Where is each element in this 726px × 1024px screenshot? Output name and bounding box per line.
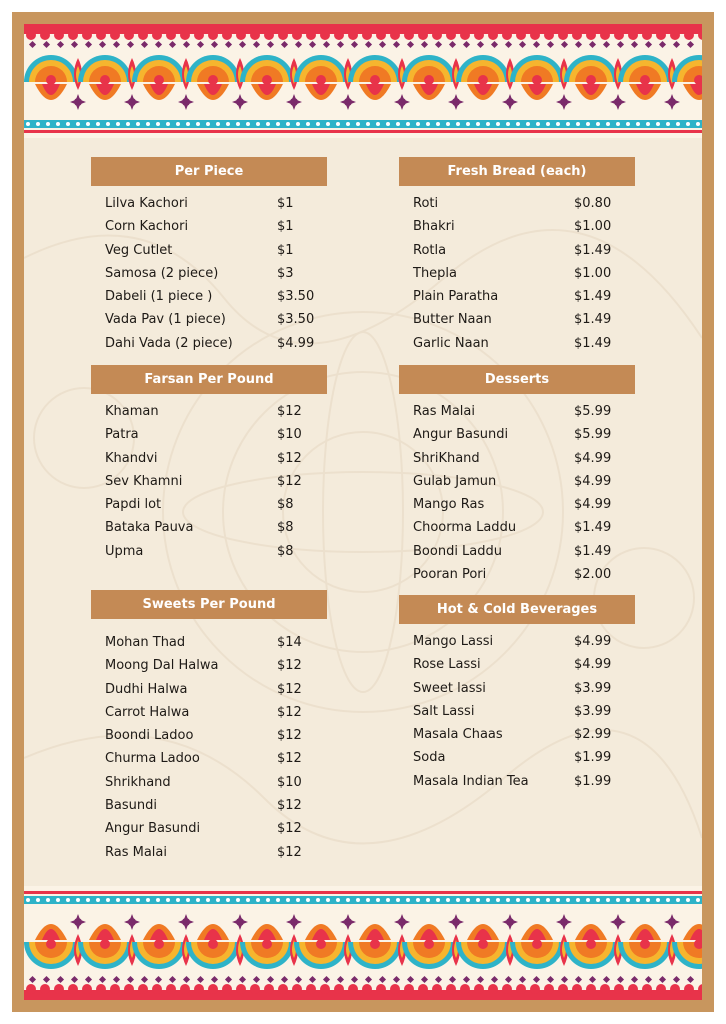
item-name: Roti (413, 196, 439, 211)
menu-paper (24, 24, 702, 1000)
menu-item (91, 427, 327, 450)
menu-item (399, 451, 635, 474)
item-price: $3.99 (574, 703, 612, 719)
item-name: Ras Malai (413, 404, 475, 419)
menu-item (399, 497, 635, 520)
menu-item (91, 336, 327, 359)
menu-item (91, 705, 327, 728)
item-name: Vada Pav (1 piece) (105, 312, 226, 328)
menu-item (399, 544, 635, 567)
section-title: Fresh Bread (each) (399, 157, 635, 186)
item-name: Boondi Ladoo (105, 728, 194, 744)
item-price: $1.49 (574, 242, 612, 258)
menu-item (91, 798, 327, 821)
item-name: Rotla (413, 242, 447, 258)
item-price: $3.50 (277, 289, 315, 305)
item-name: Gulab Jamun (413, 473, 497, 489)
item-price: $1.00 (574, 219, 612, 235)
item-name: Choorma Laddu (413, 520, 517, 536)
item-name: Upma (105, 543, 144, 559)
item-price: $5.99 (574, 427, 612, 443)
item-name: Khandvi (105, 450, 158, 466)
item-name: Boondi Laddu (413, 543, 503, 559)
item-price: $10 (277, 427, 302, 443)
item-price: $4.99 (574, 473, 612, 489)
menu-item (399, 243, 635, 266)
section-fresh-bread (399, 157, 635, 359)
item-price: $1.49 (574, 289, 612, 305)
item-name: Dahi Vada (2 piece) (105, 335, 233, 351)
item-price: $2.99 (574, 727, 612, 743)
menu-item (91, 635, 327, 658)
item-name: Sev Khamni (105, 473, 183, 489)
item-name: Papdi lot (105, 497, 162, 513)
menu-item (399, 634, 635, 657)
item-price: $12 (277, 450, 302, 466)
item-price: $4.99 (574, 497, 612, 513)
item-name: Rose Lassi (413, 657, 481, 673)
item-price: $12 (277, 473, 302, 489)
item-price: $4.99 (574, 657, 612, 673)
item-price: $12 (277, 404, 302, 419)
item-price: $12 (277, 704, 302, 720)
menu-item (91, 451, 327, 474)
item-name: Lilva Kachori (105, 196, 188, 211)
item-price: $8 (277, 497, 294, 513)
item-price: $1.99 (574, 750, 612, 766)
menu-item (91, 289, 327, 312)
item-price: $5.99 (574, 404, 612, 419)
section-title: Hot & Cold Beverages (399, 595, 635, 624)
item-name: Dabeli (1 piece ) (105, 289, 213, 305)
item-name: Angur Basundi (105, 821, 201, 837)
menu-item (91, 520, 327, 543)
item-name: Carrot Halwa (105, 704, 190, 720)
item-name: Basundi (105, 798, 157, 814)
item-name: Khaman (105, 404, 159, 419)
menu-item (91, 266, 327, 289)
item-name: Garlic Naan (413, 335, 489, 351)
item-name: Moong Dal Halwa (105, 658, 219, 674)
item-price: $8 (277, 520, 294, 536)
item-name: Ras Malai (105, 844, 167, 860)
item-price: $4.99 (574, 634, 612, 649)
menu-item (91, 845, 327, 868)
menu-item (399, 196, 635, 219)
item-price: $3 (277, 265, 294, 281)
section-per-piece (91, 157, 327, 359)
menu-item (91, 196, 327, 219)
menu-item (91, 821, 327, 844)
section-desserts (399, 365, 635, 590)
menu-item (399, 704, 635, 727)
item-price: $1 (277, 196, 294, 211)
menu-item (91, 658, 327, 681)
item-price: $12 (277, 844, 302, 860)
item-name: Angur Basundi (413, 427, 509, 443)
item-name: Shrikhand (105, 774, 171, 790)
menu-item (399, 312, 635, 335)
menu-item (399, 520, 635, 543)
menu-item (399, 774, 635, 797)
menu-item (399, 336, 635, 359)
item-price: $10 (277, 774, 302, 790)
item-name: Bataka Pauva (105, 520, 194, 536)
item-name: Mohan Thad (105, 635, 186, 650)
item-price: $8 (277, 543, 294, 559)
section-title: Per Piece (91, 157, 327, 186)
item-price: $12 (277, 728, 302, 744)
menu-item (399, 727, 635, 750)
item-name: ShriKhand (413, 450, 480, 466)
item-name: Bhakri (413, 219, 455, 235)
item-price: $2.00 (574, 567, 612, 583)
menu-item (91, 751, 327, 774)
item-price: $1 (277, 242, 294, 258)
item-price: $1.49 (574, 335, 612, 351)
menu-item (91, 775, 327, 798)
menu-item (399, 266, 635, 289)
item-price: $14 (277, 635, 302, 650)
bottom-decorative-border (24, 886, 702, 1000)
menu-item (399, 427, 635, 450)
section-beverages (399, 595, 635, 797)
menu-item (91, 682, 327, 705)
item-price: $1.99 (574, 773, 612, 789)
item-name: Pooran Pori (413, 567, 487, 583)
item-name: Veg Cutlet (105, 242, 173, 258)
item-name: Thepla (413, 265, 458, 281)
item-name: Soda (413, 750, 446, 766)
menu-item (399, 474, 635, 497)
menu-item (91, 312, 327, 335)
menu-item (399, 404, 635, 427)
item-price: $12 (277, 751, 302, 767)
item-name: Churma Ladoo (105, 751, 200, 767)
menu-item (399, 219, 635, 242)
menu-item (399, 289, 635, 312)
item-price: $1 (277, 219, 294, 235)
menu-item (91, 219, 327, 242)
menu-item (399, 681, 635, 704)
item-name: Mango Lassi (413, 634, 494, 649)
section-farsan-per-pound (91, 365, 327, 567)
menu-item (91, 404, 327, 427)
menu-item (399, 657, 635, 680)
item-price: $12 (277, 658, 302, 674)
item-name: Salt Lassi (413, 703, 475, 719)
item-price: $12 (277, 681, 302, 697)
item-price: $1.49 (574, 312, 612, 328)
menu-item (91, 497, 327, 520)
menu-item (91, 243, 327, 266)
menu-item (91, 474, 327, 497)
menu-item (399, 750, 635, 773)
item-name: Sweet lassi (413, 680, 486, 696)
item-name: Butter Naan (413, 312, 492, 328)
item-price: $0.80 (574, 196, 612, 211)
section-title: Desserts (399, 365, 635, 394)
item-price: $4.99 (277, 335, 315, 351)
item-price: $4.99 (574, 450, 612, 466)
top-decorative-border (24, 24, 702, 138)
item-price: $1.00 (574, 265, 612, 281)
menu-item (399, 567, 635, 590)
section-title: Farsan Per Pound (91, 365, 327, 394)
item-price: $3.50 (277, 312, 315, 328)
item-name: Masala Indian Tea (413, 773, 529, 789)
item-name: Dudhi Halwa (105, 681, 188, 697)
item-name: Masala Chaas (413, 727, 503, 743)
item-price: $12 (277, 821, 302, 837)
item-name: Samosa (2 piece) (105, 265, 219, 281)
item-name: Patra (105, 427, 139, 443)
item-name: Plain Paratha (413, 289, 499, 305)
item-name: Mango Ras (413, 497, 485, 513)
section-sweets-per-pound (91, 590, 327, 868)
item-price: $1.49 (574, 520, 612, 536)
menu-item (91, 728, 327, 751)
item-name: Corn Kachori (105, 219, 189, 235)
item-price: $1.49 (574, 543, 612, 559)
menu-item (91, 544, 327, 567)
item-price: $12 (277, 798, 302, 814)
item-price: $3.99 (574, 680, 612, 696)
section-title: Sweets Per Pound (91, 590, 327, 619)
